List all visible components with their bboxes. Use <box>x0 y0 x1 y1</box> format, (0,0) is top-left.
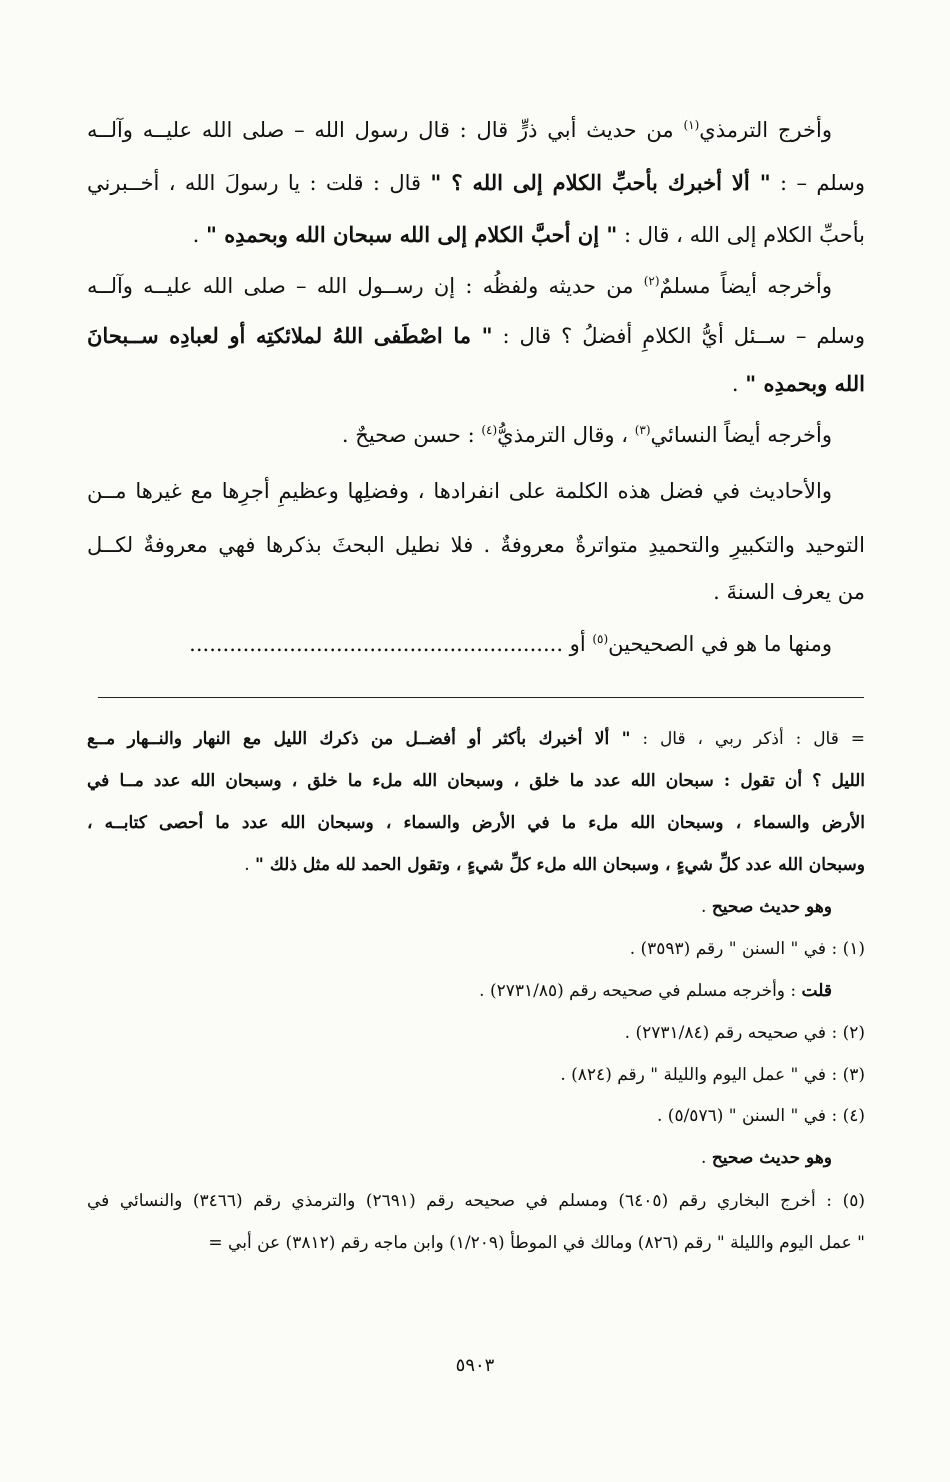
footnote-line: قلت : وأخرجه مسلم في صحيحه رقم (٢٧٣١/٨٥) . <box>479 981 832 1001</box>
footnote-line: " عمل اليوم والليلة " رقم (٨٢٦) ومالك في الموطأ (١/٢٠٩) وابن ماجه رقم (٣٨١٢) عن أبي = <box>208 1233 865 1253</box>
page-number: ٥٩٠٣ <box>455 1355 495 1376</box>
footnote-line: (٤) : في " السنن " (٥/٥٧٦) . <box>657 1106 865 1126</box>
footnote-line: الأرض والسماء ، وسبحان الله ملء ما في الأرض والسماء ، وسبحان الله عدد ما أحصى كتابــه ، <box>87 813 865 833</box>
main-line: وسلم – : " ألا أخبرك بأحبِّ الكلام إلى الله ؟ " قال : قلت : يا رسولَ الله ، أخــبرني <box>87 170 865 195</box>
footnote-line: وسبحان الله عدد كلِّ شيءٍ ، وسبحان الله ملء كلِّ شيءٍ ، وتقول الحمد لله مثل ذلك " . <box>244 855 865 875</box>
footnote-line: = قال : أذكر ربي ، قال : " ألا أخبرك بأكثر أو أفضــل من ذكرك الليل مع النهار والنــهار مــع <box>87 729 865 749</box>
footnote-line: (٥) : أخرج البخاري رقم (٦٤٠٥) ومسلم في صحيحه رقم (٢٦٩١) والترمذي رقم (٣٤٦٦) والنسائي في <box>87 1191 865 1211</box>
main-line: وسلم – ســئل أيُّ الكلامِ أفضلُ ؟ قال : " ما اصْطَفى اللهُ لملائكتِه أو لعبادِه ســبحانَ <box>87 323 866 348</box>
footnote-line: وهو حديث صحيح . <box>701 1148 832 1168</box>
main-line: التوحيد والتكبيرِ والتحميدِ متواترةٌ معروفةٌ . فلا نطيل البحثَ بذكرها فهي معروفةٌ لكــل <box>87 533 865 557</box>
main-line: من يعرف السنةَ . <box>713 580 865 604</box>
main-line: وأخرجه أيضاً النسائي$^{(٣)}$ ، وقال الترمذيُّ$^{(٤)}$ : حسن صحيحٌ . <box>341 423 832 447</box>
main-line: الله وبحمدِه " . <box>731 371 865 396</box>
footnote-line: (١) : في " السنن " رقم (٣٥٩٣) . <box>629 939 865 959</box>
main-line: والأحاديث في فضل هذه الكلمة على انفرادها ، وفضلِها وعظيمِ أجرِها مع غيرها مــن <box>87 479 832 503</box>
footnote-line: (٣) : في " عمل اليوم والليلة " رقم (٨٢٤) . <box>560 1065 865 1085</box>
footnote-separator <box>98 697 864 698</box>
main-line: وأخرجه أيضاً مسلمٌ$^{(٢)}$ من حديثه ولفظُه : إن رســول الله – صلى الله عليــه وآلــه <box>87 274 832 298</box>
main-line: ومنها ما هو في الصحيحين$^{(٥)}$ أو ........................................................ <box>189 632 832 656</box>
footnote-line: الليل ؟ أن تقول : سبحان الله عدد ما خلق ، وسبحان الله ملء ما خلق ، وسبحان الله عدد مــا في <box>87 771 865 791</box>
footnote-line: وهو حديث صحيح . <box>701 897 832 917</box>
ellipsis-dots: ........................................................ <box>189 632 563 656</box>
main-line: وأخرج الترمذي$^{(١)}$ من حديث أبي ذرٍّ قال : قال رسول الله – صلى الله عليــه وآلــه <box>87 118 832 142</box>
main-line: بأحبِّ الكلام إلى الله ، قال : " إن أحبَّ الكلام إلى الله سبحان الله وبحمدِه " . <box>192 222 865 247</box>
footnote-line: (٢) : في صحيحه رقم (٢٧٣١/٨٤) . <box>624 1023 865 1043</box>
